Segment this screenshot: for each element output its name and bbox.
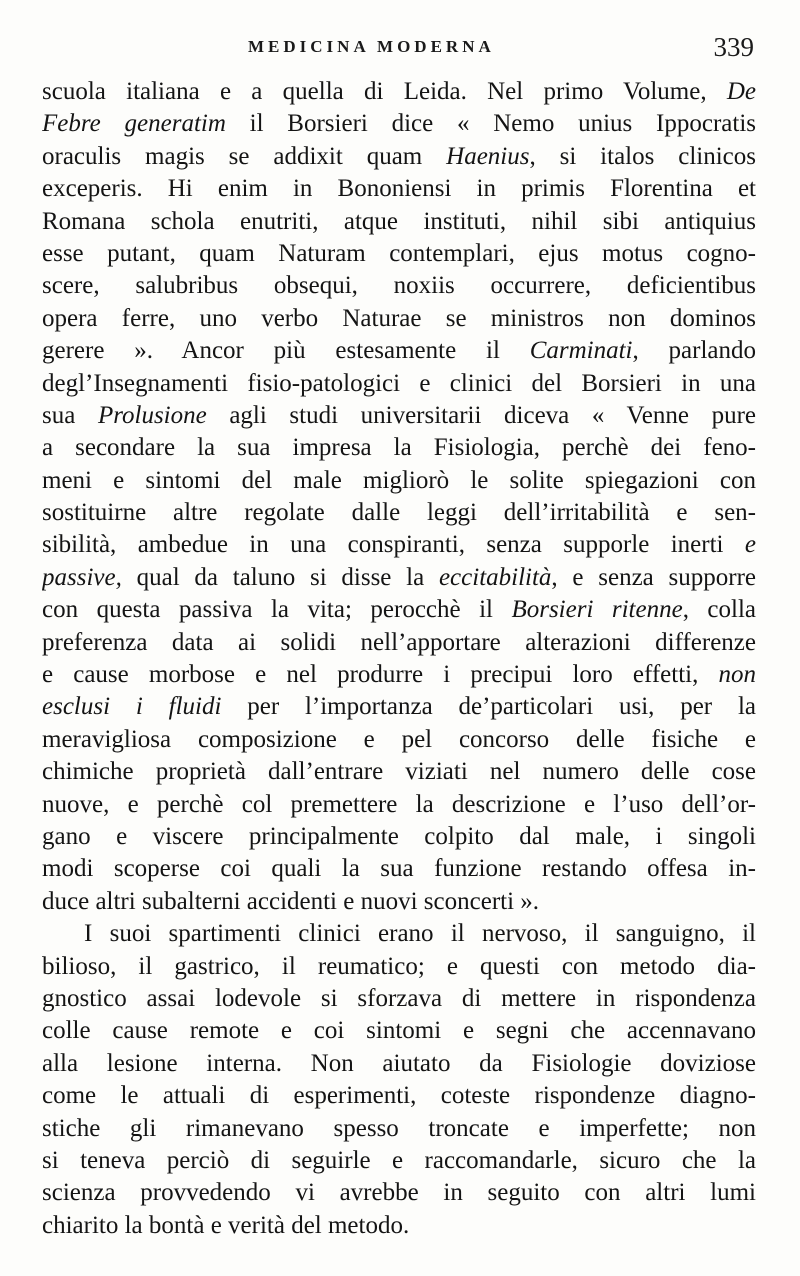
- text-line: [42, 529, 756, 561]
- text-run: chimiche proprietà dall’entrare viziati nel numero delle cose: [42, 758, 756, 786]
- text-run: gano e viscere principalmente colpito dal male, i singoli: [42, 822, 756, 850]
- text-run: , colla: [682, 596, 756, 624]
- text-run: esse putant, quam Naturam contemplari, ejus motus cogno-: [42, 239, 756, 267]
- text-line: [42, 1210, 756, 1242]
- text-line: [42, 1113, 756, 1145]
- text-line: [42, 691, 756, 723]
- text-run: duce altri subalterni accidenti e nuovi sconcerti ».: [42, 887, 540, 915]
- text-line: [42, 400, 756, 432]
- text-run: qual da taluno si disse la: [121, 563, 439, 591]
- italic-run: Febre generatim: [42, 110, 226, 138]
- italic-run: De: [726, 78, 756, 105]
- text-line: [42, 789, 756, 821]
- text-run: oraculis magis se addixit quam: [42, 142, 447, 170]
- text-line: [42, 659, 756, 691]
- text-line: [42, 108, 756, 140]
- text-line: [42, 724, 756, 756]
- text-line: [42, 432, 756, 464]
- text-line: [42, 853, 756, 885]
- text-run: bilioso, il gastrico, il reumatico; e questi con metodo dia-: [42, 952, 756, 980]
- italic-run: Haenius: [446, 142, 530, 170]
- text-line: [42, 238, 756, 270]
- text-run: per l’importanza de’particolari usi, per la: [221, 693, 756, 721]
- text-run: gerere ». Ancor più estesamente il: [42, 337, 530, 365]
- text-line: [42, 951, 756, 983]
- text-run: colle cause remote e coi sintomi e segni che accennavano: [42, 1017, 756, 1045]
- text-run: sibilità, ambedue in una conspiranti, senza supporle inerti: [42, 531, 745, 559]
- italic-run: Borsieri ritenne: [511, 596, 683, 624]
- italic-run: eccitabilità: [438, 563, 552, 591]
- text-run: meravigliosa composizione e pel concorso delle fisiche e: [42, 725, 756, 753]
- text-run: gnostico assai lodevole si sforzava di mettere in rispondenza: [42, 984, 756, 1012]
- text-run: come le attuali di esperimenti, coteste rispondenze diagno-: [42, 1082, 756, 1110]
- text-run: sostituirne altre regolate dalle leggi dell’irritabilità e sen-: [42, 499, 756, 527]
- text-run: exceperis. Hi enim in Bononiensi in primis Florentina et: [42, 175, 756, 203]
- text-line: [42, 206, 756, 238]
- italic-run: passive,: [42, 563, 122, 591]
- text-line: [42, 497, 756, 529]
- text-run: degl’Insegnamenti fisio-patologici e clinici del Borsieri in una: [42, 369, 756, 397]
- text-run: Romana schola enutriti, atque instituti, nihil sibi antiquius: [42, 207, 756, 235]
- text-line: [42, 627, 756, 659]
- running-title: MEDICINA MODERNA: [248, 37, 495, 56]
- italic-run: non: [718, 661, 756, 689]
- text-line: [42, 756, 756, 788]
- text-run: il Borsieri dice « Nemo unius Ippocratis: [225, 110, 756, 138]
- text-line: [42, 886, 756, 918]
- text-run: scuola italiana e a quella di Leida. Nel primo Volume,: [42, 78, 727, 105]
- text-line: [42, 173, 756, 205]
- text-run: meni e sintomi del male migliorò le solite spiegazioni con: [42, 466, 756, 494]
- italic-run: Prolusione: [97, 401, 207, 429]
- text-run: sua: [42, 401, 98, 429]
- italic-run: Carminati: [529, 337, 633, 365]
- text-line: [42, 1048, 756, 1080]
- text-run: I suoi spartimenti clinici erano il nervoso, il sanguigno, il: [84, 920, 756, 948]
- text-run: si teneva perciò di seguirle e raccomandarle, sicuro che la: [42, 1146, 756, 1174]
- text-line: [42, 983, 756, 1015]
- italic-run: esclusi i fluidi: [42, 693, 222, 721]
- text-line: [42, 1177, 756, 1209]
- text-line: [42, 465, 756, 497]
- page-number: 339: [713, 32, 754, 62]
- italic-run: e: [744, 531, 756, 559]
- text-line: [42, 918, 756, 950]
- body-text: [42, 76, 756, 1242]
- text-run: , si italos clinicos: [529, 142, 756, 170]
- text-run: chiarito la bontà e verità del metodo.: [42, 1211, 410, 1239]
- text-run: , e senza supporre: [551, 563, 756, 591]
- text-run: agli studi universitarii diceva « Venne pure: [206, 401, 756, 429]
- text-run: scienza provvedendo vi avrebbe in seguito con altri lumi: [42, 1179, 756, 1207]
- text-line: [42, 1145, 756, 1177]
- text-run: stiche gli rimanevano spesso troncate e imperfette; non: [42, 1114, 756, 1142]
- text-line: [42, 1080, 756, 1112]
- text-line: [42, 76, 756, 108]
- text-run: modi scoperse coi quali la sua funzione restando offesa in-: [42, 855, 756, 883]
- text-line: [42, 141, 756, 173]
- text-line: [42, 270, 756, 302]
- text-run: preferenza data ai solidi nell’apportare alterazioni differenze: [42, 628, 756, 656]
- text-run: opera ferre, uno verbo Naturae se ministros non dominos: [42, 304, 756, 332]
- text-line: [42, 335, 756, 367]
- text-run: , parlando: [632, 337, 756, 365]
- text-run: a secondare la sua impresa la Fisiologia, perchè dei feno-: [42, 434, 756, 462]
- text-run: alla lesione interna. Non aiutato da Fisiologie doviziose: [42, 1049, 756, 1077]
- text-run: con questa passiva la vita; perocchè il: [42, 596, 512, 624]
- page-header: [0, 30, 800, 66]
- text-line: [42, 594, 756, 626]
- paragraph: [42, 918, 756, 1242]
- text-line: [42, 303, 756, 335]
- text-line: [42, 1015, 756, 1047]
- text-run: nuove, e perchè col premettere la descrizione e l’uso dell’or-: [42, 790, 756, 818]
- text-line: [42, 562, 756, 594]
- paragraph: [42, 76, 756, 918]
- text-run: e cause morbose e nel produrre i precipui loro effetti,: [42, 661, 719, 689]
- text-line: [42, 368, 756, 400]
- text-line: [42, 821, 756, 853]
- text-run: scere, salubribus obsequi, noxiis occurrere, deficientibus: [42, 272, 756, 300]
